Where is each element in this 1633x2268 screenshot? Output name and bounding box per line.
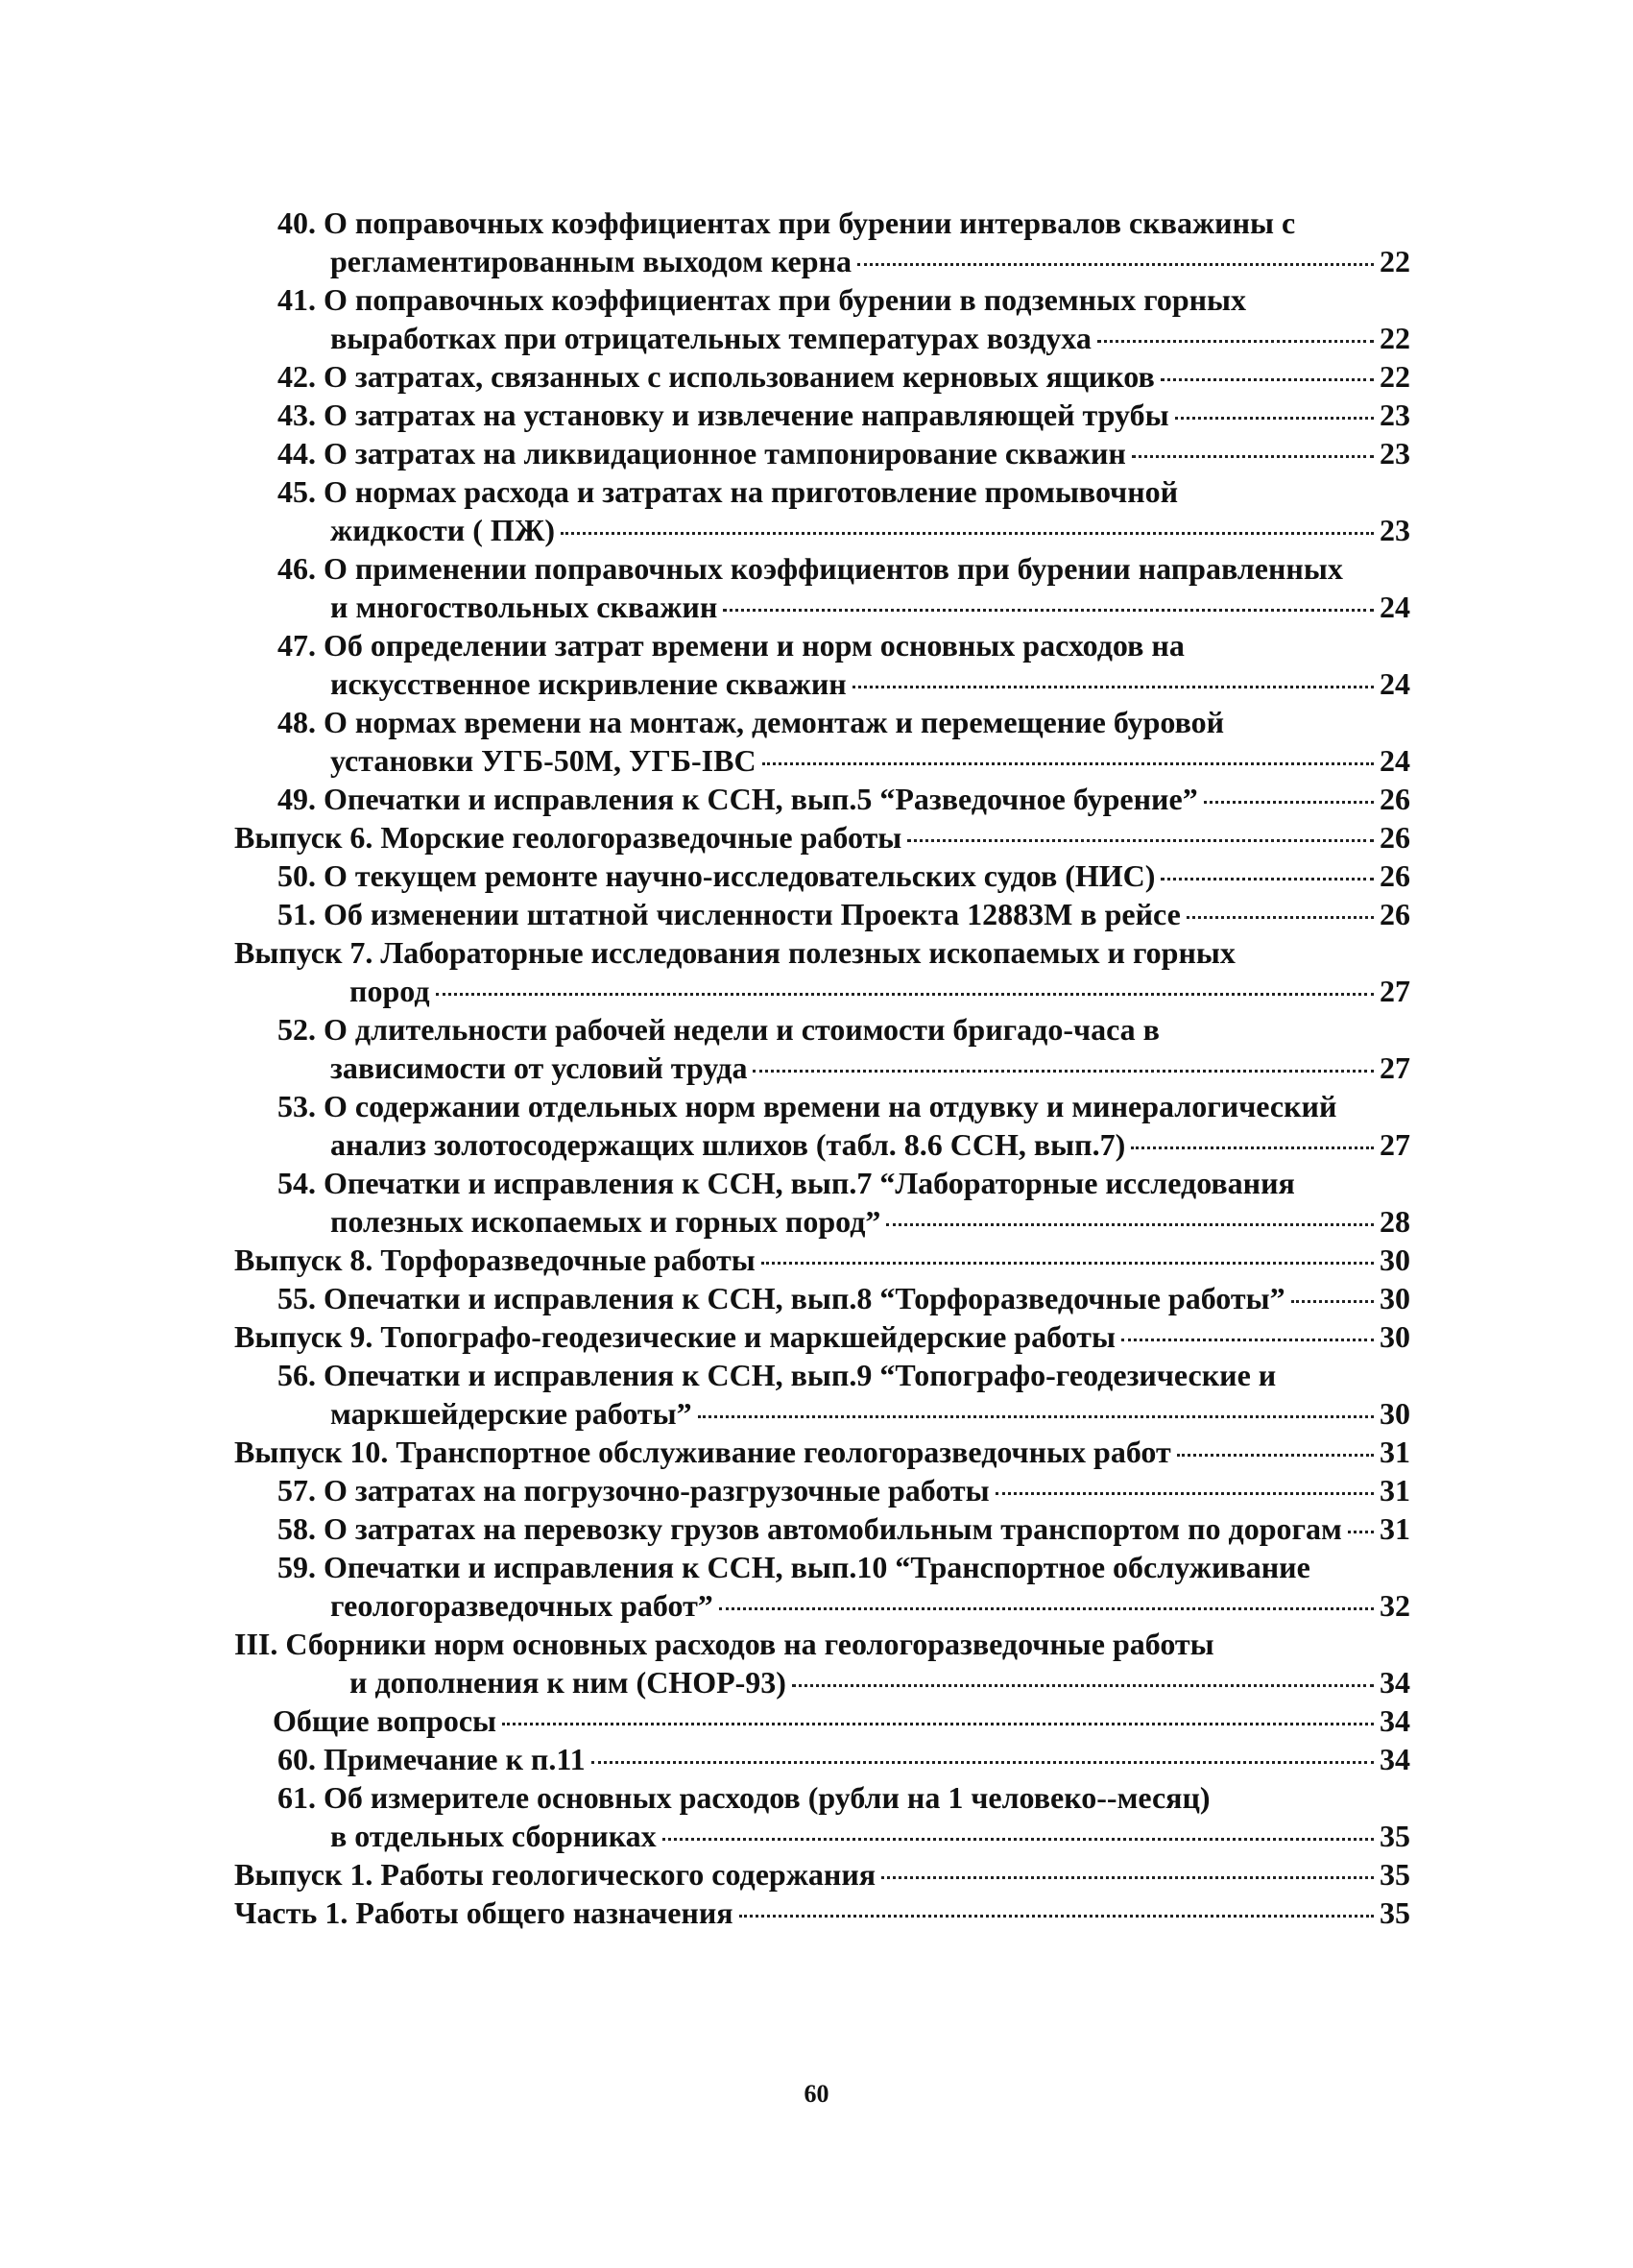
- toc-entry-text: пород: [349, 974, 430, 1008]
- toc-entry-text: Выпуск 8. Торфоразведочные работы: [234, 1243, 756, 1277]
- toc-page-number: 26: [1380, 782, 1410, 816]
- toc-entry-line: [234, 1125, 1410, 1164]
- toc-entry: [234, 1625, 1410, 1701]
- toc-page-number: 26: [1380, 897, 1410, 931]
- toc-entry-text: 51. Об изменении штатной численности Проекта 12883М в рейсе: [277, 897, 1181, 931]
- toc-entry-text: полезных ископаемых и горных пород”: [330, 1204, 881, 1239]
- toc-entry: [234, 857, 1410, 895]
- toc-page-number: 24: [1380, 666, 1410, 701]
- toc-entry: [234, 1894, 1410, 1932]
- toc-entry-line: [234, 319, 1410, 357]
- toc-entry-text: Выпуск 1. Работы геологического содержания: [234, 1857, 877, 1892]
- toc-entry-text: 59. Опечатки и исправления к ССН, вып.10 “Транспортное обслуживание: [277, 1550, 1310, 1584]
- toc-page-number: 27: [1380, 1050, 1410, 1085]
- toc-entry-text: 40. О поправочных коэффициентах при бурении интервалов скважины с: [277, 205, 1296, 240]
- dot-leader: [881, 1876, 1374, 1879]
- toc-entry: [234, 1509, 1410, 1548]
- dot-leader: [857, 263, 1374, 266]
- toc-page-number: 35: [1380, 1895, 1410, 1930]
- toc-entry-text: жидкости ( ПЖ): [330, 513, 556, 547]
- toc-entry-line: [234, 1778, 1410, 1817]
- toc-entry-line: [234, 357, 1410, 396]
- toc-entry-text: искусственное искривление скважин: [330, 666, 847, 701]
- toc-entry-text: 58. О затратах на перевозку грузов автомобильным транспортом по дорогам: [277, 1511, 1342, 1546]
- toc-page-number: 22: [1380, 359, 1410, 394]
- toc-entry-line: [234, 1548, 1410, 1586]
- toc-entry: [234, 933, 1410, 1010]
- toc-entry: [234, 1548, 1410, 1625]
- toc-entry-line: [234, 1817, 1410, 1855]
- toc-entry-text: Выпуск 7. Лабораторные исследования полезных ископаемых и горных: [234, 935, 1236, 970]
- toc-entry-line: [234, 664, 1410, 703]
- toc-entry-text: 49. Опечатки и исправления к ССН, вып.5 “Разведочное бурение”: [277, 782, 1198, 816]
- dot-leader: [1348, 1531, 1374, 1533]
- toc-entry: [234, 1701, 1410, 1740]
- toc-entry: [234, 1279, 1410, 1317]
- toc-entry: [234, 396, 1410, 434]
- toc-entry-text: 53. О содержании отдельных норм времени на отдувку и минералогический: [277, 1089, 1337, 1123]
- toc-page-number: 30: [1380, 1396, 1410, 1431]
- toc-page-number: 27: [1380, 1127, 1410, 1162]
- dot-leader: [1177, 1454, 1374, 1457]
- toc-entry-line: [234, 1740, 1410, 1778]
- table-of-contents: [234, 204, 1410, 1932]
- toc-entry: [234, 1471, 1410, 1509]
- dot-leader: [1121, 1339, 1374, 1341]
- toc-entry-line: [234, 1586, 1410, 1625]
- toc-page-number: 31: [1380, 1473, 1410, 1508]
- dot-leader: [719, 1607, 1374, 1610]
- toc-entry-line: [234, 857, 1410, 895]
- toc-entry-line: [234, 1049, 1410, 1087]
- toc-entry-line: [234, 818, 1410, 857]
- toc-entry-text: Выпуск 6. Морские геологоразведочные работы: [234, 820, 902, 855]
- dot-leader: [1161, 378, 1374, 381]
- dot-leader: [1204, 801, 1374, 804]
- toc-entry-line: [234, 1356, 1410, 1394]
- toc-page-number: 27: [1380, 974, 1410, 1008]
- dot-leader: [1161, 878, 1374, 881]
- toc-entry-text: 42. О затратах, связанных с использованием керновых ящиков: [277, 359, 1155, 394]
- toc-entry-line: [234, 1279, 1410, 1317]
- toc-entry-text: 48. О нормах времени на монтаж, демонтаж и перемещение буровой: [277, 705, 1225, 739]
- dot-leader: [1132, 455, 1374, 458]
- toc-entry-line: [234, 933, 1410, 972]
- toc-page-number: 22: [1380, 321, 1410, 355]
- toc-entry-text: Выпуск 9. Топографо-геодезические и маркшейдерские работы: [234, 1319, 1116, 1354]
- toc-entry: [234, 818, 1410, 857]
- toc-entry: [234, 703, 1410, 780]
- toc-entry-line: [234, 204, 1410, 242]
- toc-entry-line: [234, 1701, 1410, 1740]
- toc-entry: [234, 1778, 1410, 1855]
- dot-leader: [502, 1723, 1374, 1725]
- toc-entry-text: III. Сборники норм основных расходов на геологоразведочные работы: [234, 1627, 1214, 1661]
- toc-entry-line: [234, 1394, 1410, 1433]
- toc-entry-line: [234, 396, 1410, 434]
- toc-entry: [234, 1356, 1410, 1433]
- toc-entry-text: геологоразведочных работ”: [330, 1588, 713, 1623]
- dot-leader: [591, 1761, 1374, 1764]
- toc-entry-line: [234, 1509, 1410, 1548]
- dot-leader: [436, 993, 1375, 996]
- toc-entry-line: [234, 1087, 1410, 1125]
- toc-entry: [234, 280, 1410, 357]
- toc-page-number: 22: [1380, 244, 1410, 278]
- toc-page-number: 23: [1380, 436, 1410, 470]
- toc-page-number: 35: [1380, 1819, 1410, 1853]
- dot-leader: [662, 1838, 1374, 1841]
- toc-entry-text: 54. Опечатки и исправления к ССН, вып.7 “Лабораторные исследования: [277, 1166, 1295, 1200]
- toc-page-number: 34: [1380, 1742, 1410, 1776]
- toc-entry: [234, 1241, 1410, 1279]
- toc-entry-text: установки УГБ-50М, УГБ-IВС: [330, 743, 756, 778]
- toc-entry: [234, 626, 1410, 703]
- toc-page-number: 30: [1380, 1281, 1410, 1315]
- toc-entry-line: [234, 1855, 1410, 1894]
- toc-entry-text: анализ золотосодержащих шлихов (табл. 8.6 ССН, вып.7): [330, 1127, 1126, 1162]
- dot-leader: [698, 1415, 1374, 1418]
- toc-entry-text: 56. Опечатки и исправления к ССН, вып.9 “Топографо-геодезические и: [277, 1358, 1277, 1392]
- toc-entry-text: 61. Об измерителе основных расходов (рубли на 1 человеко--месяц): [277, 1780, 1211, 1815]
- dot-leader: [762, 762, 1374, 765]
- toc-entry: [234, 472, 1410, 549]
- toc-page-number: 31: [1380, 1435, 1410, 1469]
- dot-leader: [1175, 417, 1374, 420]
- toc-entry-line: [234, 242, 1410, 280]
- toc-entry-line: [234, 1010, 1410, 1049]
- dot-leader: [853, 686, 1374, 688]
- toc-page-number: 26: [1380, 858, 1410, 893]
- toc-entry-line: [234, 703, 1410, 741]
- toc-entry-line: [234, 549, 1410, 588]
- toc-entry-line: [234, 1894, 1410, 1932]
- toc-entry-line: [234, 741, 1410, 780]
- toc-entry: [234, 1087, 1410, 1164]
- toc-entry-line: [234, 434, 1410, 472]
- toc-entry-text: 46. О применении поправочных коэффициентов при бурении направленных: [277, 551, 1343, 586]
- toc-page-number: 34: [1380, 1665, 1410, 1700]
- toc-page-number: 23: [1380, 398, 1410, 432]
- dot-leader: [723, 609, 1374, 612]
- toc-entry: [234, 1855, 1410, 1894]
- toc-entry-line: [234, 1317, 1410, 1356]
- toc-entry-line: [234, 1164, 1410, 1202]
- toc-entry-text: в отдельных сборниках: [330, 1819, 657, 1853]
- toc-page-number: 28: [1380, 1204, 1410, 1239]
- toc-entry-line: [234, 511, 1410, 549]
- dot-leader: [792, 1684, 1374, 1687]
- toc-entry-text: регламентированным выходом керна: [330, 244, 852, 278]
- toc-entry-text: 47. Об определении затрат времени и норм основных расходов на: [277, 628, 1185, 663]
- toc-page-number: 35: [1380, 1857, 1410, 1892]
- toc-entry: [234, 357, 1410, 396]
- toc-entry-text: зависимости от условий труда: [330, 1050, 748, 1085]
- toc-entry-text: 45. О нормах расхода и затратах на приготовление промывочной: [277, 474, 1179, 509]
- dot-leader: [561, 532, 1374, 535]
- dot-leader: [1291, 1300, 1374, 1303]
- toc-page-number: 26: [1380, 820, 1410, 855]
- toc-entry-text: Выпуск 10. Транспортное обслуживание геологоразведочных работ: [234, 1435, 1171, 1469]
- toc-entry-line: [234, 1433, 1410, 1471]
- toc-entry-text: 52. О длительности рабочей недели и стоимости бригадо-часа в: [277, 1012, 1160, 1047]
- toc-entry: [234, 1010, 1410, 1087]
- dot-leader: [753, 1070, 1374, 1073]
- toc-entry: [234, 895, 1410, 933]
- toc-entry-text: 41. О поправочных коэффициентах при бурении в подземных горных: [277, 282, 1247, 317]
- toc-entry-text: и дополнения к ним (СНОР-93): [349, 1665, 786, 1700]
- dot-leader: [996, 1492, 1374, 1495]
- toc-entry-text: выработках при отрицательных температурах воздуха: [330, 321, 1092, 355]
- toc-entry-line: [234, 280, 1410, 319]
- toc-entry-line: [234, 895, 1410, 933]
- toc-entry-text: 55. Опечатки и исправления к ССН, вып.8 “Торфоразведочные работы”: [277, 1281, 1285, 1315]
- toc-entry-line: [234, 780, 1410, 818]
- toc-entry: [234, 204, 1410, 280]
- toc-entry-line: [234, 1241, 1410, 1279]
- toc-entry: [234, 1433, 1410, 1471]
- toc-entry-line: [234, 1202, 1410, 1241]
- dot-leader: [1097, 340, 1374, 343]
- toc-entry: [234, 549, 1410, 626]
- dot-leader: [761, 1262, 1374, 1265]
- toc-entry: [234, 1164, 1410, 1241]
- dot-leader: [907, 839, 1374, 842]
- toc-entry-line: [234, 1663, 1410, 1701]
- toc-entry-text: маркшейдерские работы”: [330, 1396, 692, 1431]
- toc-page-number: 34: [1380, 1703, 1410, 1738]
- toc-page-number: 30: [1380, 1319, 1410, 1354]
- toc-entry-line: [234, 972, 1410, 1010]
- dot-leader: [1131, 1146, 1374, 1149]
- toc-page-number: 24: [1380, 590, 1410, 624]
- toc-entry-text: Часть 1. Работы общего назначения: [234, 1895, 733, 1930]
- toc-entry-text: и многоствольных скважин: [330, 590, 718, 624]
- page-number: 60: [804, 2080, 829, 2108]
- toc-entry: [234, 1740, 1410, 1778]
- toc-page-number: 24: [1380, 743, 1410, 778]
- dot-leader: [886, 1223, 1374, 1226]
- toc-page-number: 23: [1380, 513, 1410, 547]
- dot-leader: [1187, 916, 1374, 919]
- toc-entry-line: [234, 1625, 1410, 1663]
- toc-entry-line: [234, 626, 1410, 664]
- toc-entry-text: 44. О затратах на ликвидационное тампонирование скважин: [277, 436, 1126, 470]
- toc-page-number: 30: [1380, 1243, 1410, 1277]
- toc-entry-text: 50. О текущем ремонте научно-исследовательских судов (НИС): [277, 858, 1156, 893]
- toc-page-number: 32: [1380, 1588, 1410, 1623]
- toc-entry-line: [234, 588, 1410, 626]
- toc-entry: [234, 1317, 1410, 1356]
- dot-leader: [739, 1915, 1374, 1918]
- toc-entry: [234, 780, 1410, 818]
- toc-entry-line: [234, 472, 1410, 511]
- toc-entry-text: Общие вопросы: [273, 1703, 497, 1738]
- toc-entry-text: 60. Примечание к п.11: [277, 1742, 586, 1776]
- toc-page-number: 31: [1380, 1511, 1410, 1546]
- toc-entry-text: 43. О затратах на установку и извлечение направляющей трубы: [277, 398, 1169, 432]
- toc-entry-line: [234, 1471, 1410, 1509]
- toc-entry: [234, 434, 1410, 472]
- toc-entry-text: 57. О затратах на погрузочно-разгрузочные работы: [277, 1473, 990, 1508]
